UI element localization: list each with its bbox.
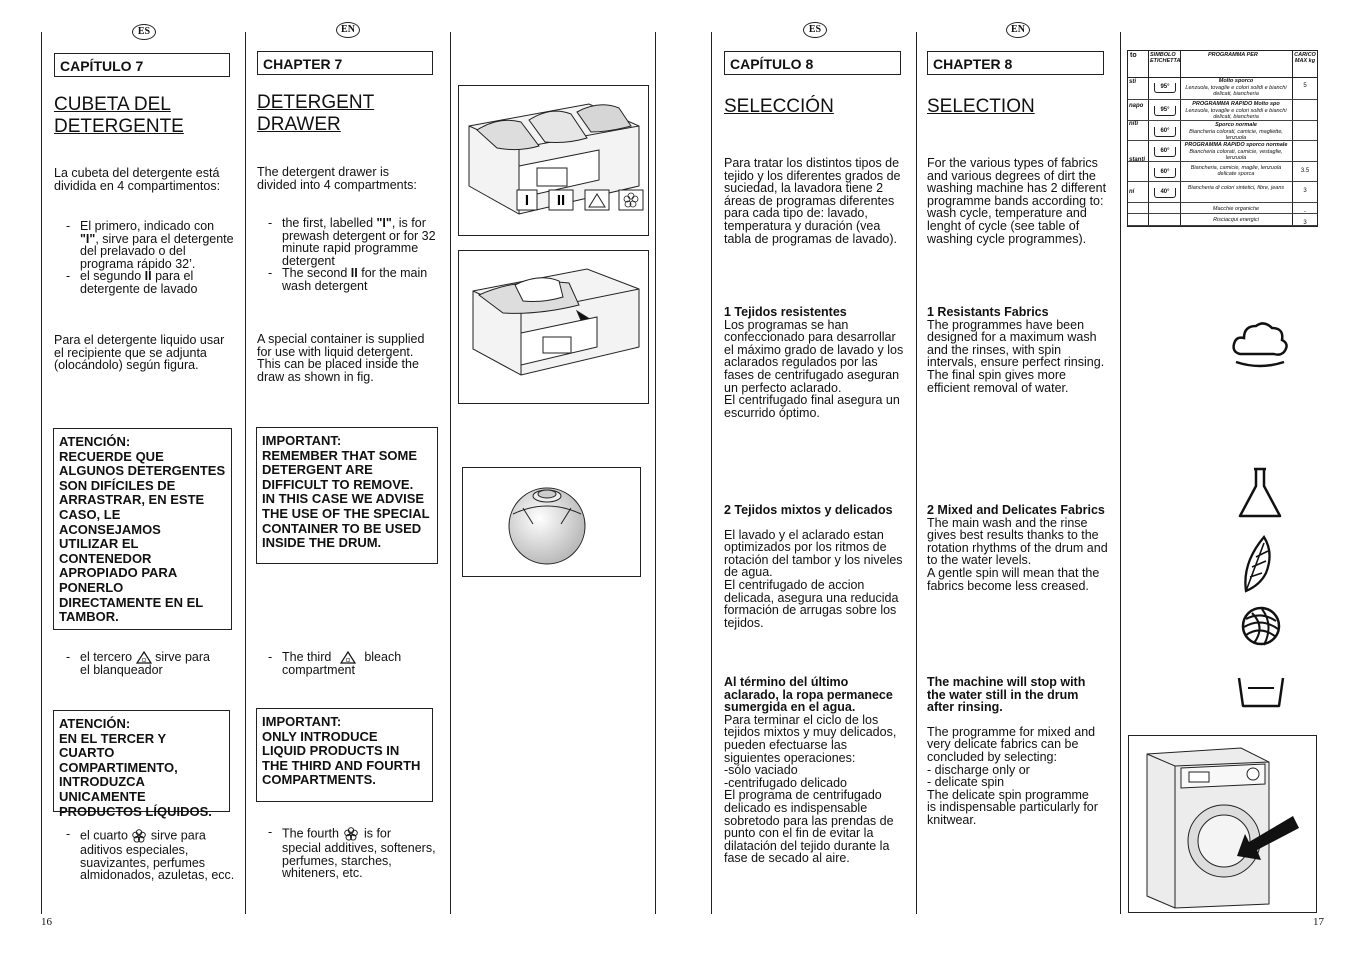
row-description: Lenzuola, tovaglie e colori solidi e bianchi delicati, biancheria: [1185, 108, 1287, 120]
fourth-compartment: - el cuarto sirve para aditivos especiales, suavizantes, perfumes almidonados, azuletas, ecc.: [66, 827, 235, 883]
row-load: 3: [1303, 220, 1307, 226]
flower-icon: [342, 826, 360, 842]
table-row: [1128, 203, 1317, 214]
table-row: [1128, 214, 1317, 226]
liquid-note: Para el detergente liquido usar el recipiente que se adjunta (olocándolo) según figura.: [54, 333, 225, 373]
row-description: Biancheria colorati, camicie, magliette, lenzuola: [1189, 129, 1283, 141]
column-divider: [450, 32, 451, 914]
lang-badge-es: ES: [132, 24, 156, 40]
row-title: PROGRAMMA RAPIDO Molto spo: [1192, 101, 1280, 107]
svg-text:I: I: [524, 192, 530, 209]
section-title: SELECCIÓN: [724, 96, 834, 117]
table-row: [1128, 77, 1317, 100]
fourth-compartment: - The fourth is for special additives, softeners, perfumes, starches, whiteners, etc.: [268, 825, 436, 881]
column-divider: [711, 32, 712, 914]
row-description: Biancheria di colori sintetici, fibre, jeans: [1187, 185, 1285, 191]
page-number: 16: [41, 916, 52, 928]
list-item: - the first, labelled "I", is for prewash detergent or for 32 minute rapid programme detergent: [268, 216, 436, 268]
list-item: - The second II for the main wash detergent: [268, 266, 428, 293]
intro-text: For the various types of fabrics and various degrees of dirt the washing machine has 2 different programme bands according to: wash cycle, temperature and lenght of cycle (see table of washing cycle programmes).: [927, 156, 1107, 246]
wash-temp-icon: 60°: [1154, 168, 1176, 178]
section-resistant: 1 Tejidos resistentes Los programas se han confeccionado para desarrollar el máximo grado de lavado y los aclarados regulados por las fases de centrifugado aseguran un perfecto aclarado. El centrifugado final asegura un escurrido óptimo.: [724, 305, 904, 420]
flask-icon: [1236, 466, 1284, 520]
side-label: stanti: [1129, 157, 1146, 163]
dosing-ball-illustration: [462, 467, 641, 577]
row-description: Lenzuola, tovaglie e colori solidi e bianchi delicati, biancheria: [1185, 85, 1287, 97]
programme-table: to SIMBOLO ETICHETTA PROGRAMMA PER CARICO MAX kg Molto sporco Lenzuola, tovaglie e colori solidi e bianchi delicati, biancheria 5 95° PROGRAMMA RAPIDO Molto spo Lenzuola, tovaglie e colori solidi e bianchi delicati, biancheria 95° Sporco normale Biancheria colorati, camicie, magliette, lenzuola 60° PROGRAMMA RAPIDO sporco normale Biancheria colorati, camicie, vestaglie, lenzuola 60° Biancheria, camicie, maglie, lenzuola delicate sporca 3.5 60° Biancheria di colori sintetici, fibre, jeans 3 40° Macchie organiche - Risciacqui energici 3 sti napo niti stanti ni: [1127, 50, 1318, 227]
chapter-heading: CAPÍTULO 7: [54, 53, 230, 77]
wash-temp-icon: 40°: [1154, 188, 1176, 198]
column-divider: [916, 32, 917, 914]
section-mixed: 2 Mixed and Delicates Fabrics The main wash and the rinse gives best results thanks to the rotation rhythms of the drum and to the water levels. A gentle spin will mean that the fabrics become less creased.: [927, 503, 1108, 593]
row-title: Molto sporco: [1218, 78, 1254, 84]
wash-temp-icon: 95°: [1154, 106, 1176, 116]
list-item: - El primero, indicado con "I", sirve para el detergente del prelavado o del programa rápido 32’.: [66, 219, 234, 271]
row-load: 5: [1303, 83, 1307, 89]
list-item: - el segundo II para el detergente de lavado: [66, 269, 198, 296]
row-load: 3.5: [1300, 168, 1310, 174]
liquid-container-drawer-illustration: [458, 250, 649, 404]
wash-temp-icon: 95°: [1154, 83, 1176, 93]
lang-badge-en: EN: [336, 22, 360, 38]
steam-cloud-icon: [1230, 318, 1290, 370]
liquid-note: A special container is supplied for use with liquid detergent. This can be placed inside the draw as shown in fig.: [257, 332, 425, 384]
chapter-heading: CHAPTER 8: [927, 51, 1104, 75]
table-row: [1128, 121, 1317, 141]
lang-badge-en: EN: [1006, 22, 1030, 38]
compartment-list: [268, 217, 438, 293]
svg-text:II: II: [556, 192, 566, 209]
intro-text: La cubeta del detergente está dividida en 4 compartimentos:: [54, 166, 221, 193]
svg-text:Cl: Cl: [141, 658, 146, 665]
chapter-heading: CHAPTER 7: [257, 51, 433, 75]
lang-badge-es: ES: [803, 22, 827, 38]
column-divider: [245, 32, 246, 914]
column-divider: [41, 32, 42, 914]
row-load: -: [1304, 209, 1306, 215]
row-title: Sporco normale: [1215, 122, 1257, 128]
section-title: SELECTION: [927, 96, 1035, 117]
table-row: [1128, 100, 1317, 121]
section-stop: Al término del último aclarado, la ropa permanece sumergida en el agua. Para terminar el ciclo de los tejidos mixtos y muy delicados, pueden efectuarse las siguientes operaciones: -sólo vaciado -centrifugado delicado El programa de centrifugado delicado es indispensable sobretodo para las prendas de punto con el fin de evitar la dilatación del tejido durante la fase de secado al aire.: [724, 675, 897, 866]
row-load: 3: [1303, 188, 1307, 194]
third-compartment: - el tercero Cl sirve para el blanqueador: [66, 650, 210, 678]
side-label: napo: [1129, 103, 1144, 109]
flower-icon: [131, 828, 147, 844]
section-stop: The machine will stop with the water still in the drum after rinsing. The programme for mixed and very delicate fabrics can be concluded by selecting: - discharge only or - delicate spin The delicate spin programme is indispensable particularly for knitwear.: [927, 675, 1098, 827]
intro-text: Para tratar los distintos tipos de tejido y los diferentes grados de suciedad, la lavadora tiene 2 áreas de programas diferentes para cada tipo de: lavado, temperatura y duración (vea tabla de programas de lavado).: [724, 156, 901, 246]
warning-box: ATENCIÓN: RECUERDE QUE ALGUNOS DETERGENTES SON DIFÍCILES DE ARRASTRAR, EN ESTE CASO, LE ACONSEJAMOS UTILIZAR EL CONTENEDOR APROPIADO PARA PONERLO DIRECTAMENTE EN EL TAMBOR.: [53, 428, 232, 630]
page-number: 17: [1313, 916, 1324, 928]
chapter-heading: CAPÍTULO 8: [724, 51, 901, 75]
side-label: sti: [1129, 79, 1137, 85]
column-divider: [655, 32, 656, 914]
side-label: niti: [1129, 121, 1138, 127]
detergent-drawer-illustration: [458, 85, 649, 236]
row-description: Risciacqui energici: [1213, 217, 1259, 223]
warning-box: IMPORTANT: REMEMBER THAT SOME DETERGENT ARE DIFFICULT TO REMOVE. IN THIS CASE WE ADVISE THE USE OF THE SPECIAL CONTAINER TO BE USED INSIDE THE DRUM.: [256, 427, 438, 564]
warning-box: ATENCIÓN: EN EL TERCER Y CUARTO COMPARTIMENTO, INTRODUZCA UNICAMENTE PRODUCTOS LÍQUIDOS.: [53, 710, 230, 812]
table-row: [1128, 141, 1317, 162]
column-divider: [1120, 32, 1121, 914]
warning-box: IMPORTANT: ONLY INTRODUCE LIQUID PRODUCTS IN THE THIRD AND FOURTH COMPARTMENTS.: [256, 708, 433, 802]
wash-temp-icon: 60°: [1154, 127, 1176, 137]
side-label: ni: [1129, 189, 1135, 195]
third-compartment: - The third Cl bleach compartment: [268, 650, 402, 678]
row-description: Macchie organiche: [1212, 206, 1260, 212]
wool-yarn-icon: [1240, 605, 1282, 647]
section-mixed: 2 Tejidos mixtos y delicados El lavado y el aclarado estan optimizados por los ritmos de rotación del tambor y los niveles de agua. El centrifugado de accion delicada, asegura una reducida formación de arrugas sobre los tejidos.: [724, 503, 903, 630]
intro-text: The detergent drawer is divided into 4 compartments:: [257, 165, 417, 192]
row-description: Biancheria colorati, camicie, vestaglie, lenzuola: [1189, 149, 1283, 161]
wash-temp-icon: 60°: [1154, 147, 1176, 157]
section-resistant: 1 Resistants Fabrics The programmes have been designed for a maximum wash and the rinses, with spin intervals, ensure perfect rinsing. The final spin gives more efficient removal of water.: [927, 305, 1105, 395]
table-row: [1128, 162, 1317, 182]
section-title: CUBETA DEL DETERGENTE: [54, 94, 184, 137]
row-title: PROGRAMMA RAPIDO sporco normale: [1184, 142, 1288, 148]
washing-machine-illustration: [1128, 735, 1317, 913]
section-title: DETERGENT DRAWER: [257, 92, 375, 135]
feather-icon: [1238, 533, 1278, 595]
row-description: Biancheria, camicie, maglie, lenzuola delicate sporca: [1190, 165, 1282, 177]
table-row: [1128, 182, 1317, 203]
wash-tub-icon: [1236, 676, 1286, 710]
svg-text:Cl: Cl: [345, 658, 351, 665]
compartment-list: [66, 220, 234, 296]
